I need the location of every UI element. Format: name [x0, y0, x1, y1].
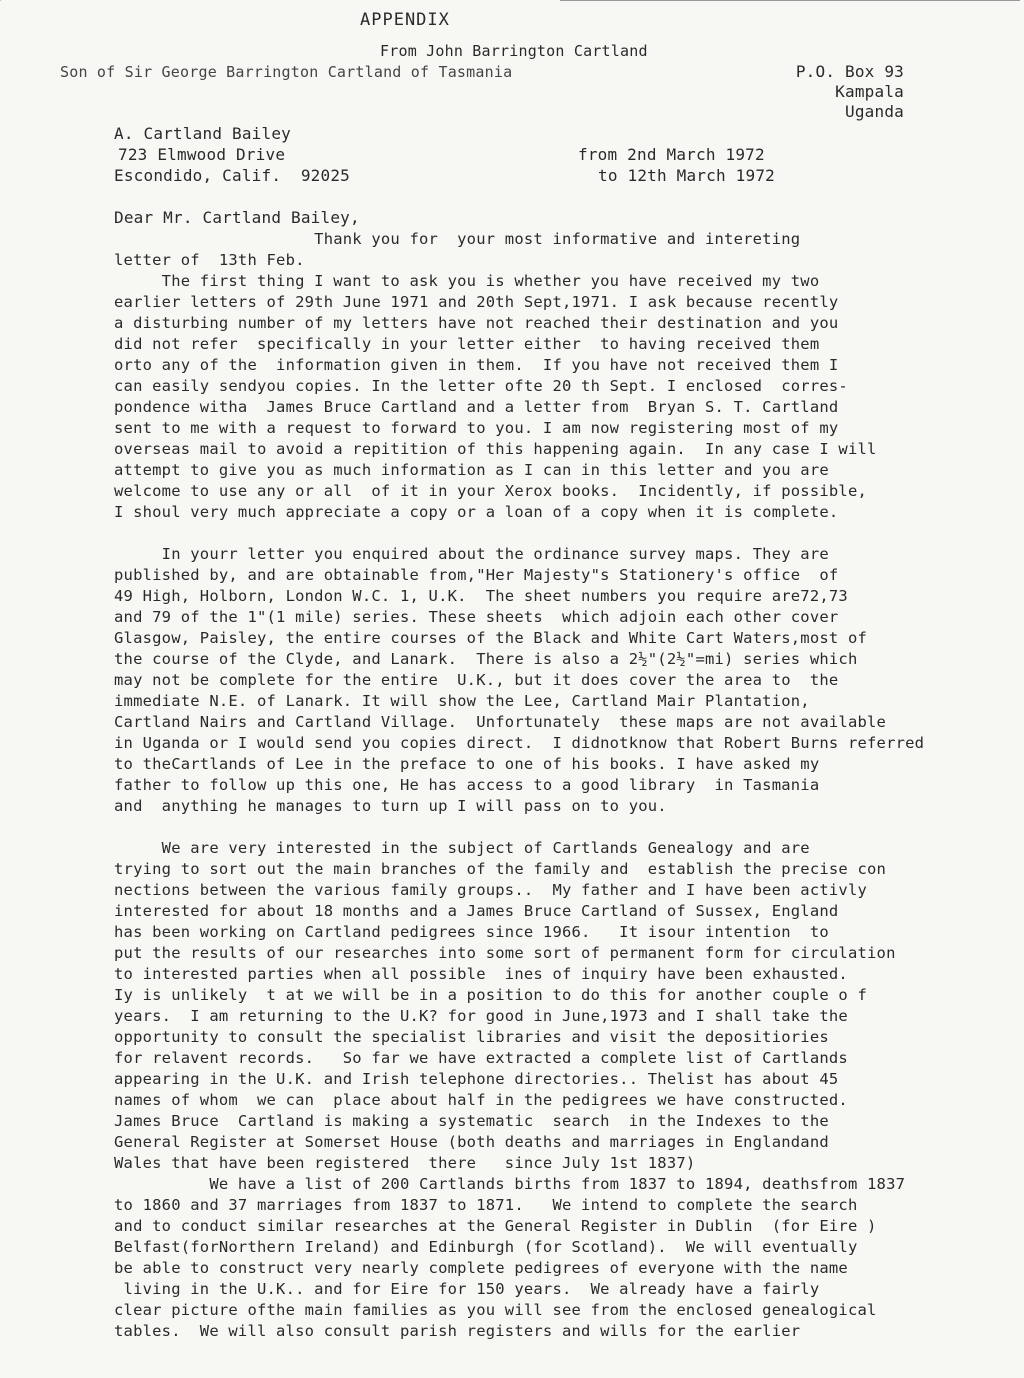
- body-line: to theCartlands of Lee in the preface to one of his books. I have asked my: [114, 755, 820, 773]
- body-line: orto any of the information given in them. If you have not received them I: [114, 356, 839, 374]
- body-line: General Register at Somerset House (both deaths and marriages in Englandand: [114, 1133, 829, 1151]
- body-line: and anything he manages to turn up I will pass on to you.: [114, 797, 667, 815]
- body-line: has been working on Cartland pedigrees since 1966. It isour intention to: [114, 923, 829, 941]
- body-line: a disturbing number of my letters have not reached their destination and you: [114, 314, 839, 332]
- body-line: welcome to use any or all of it in your Xerox books. Incidently, if possible,: [114, 482, 868, 500]
- body-line: put the results of our researches into some sort of permanent form for circulation: [114, 944, 896, 962]
- body-line: Glasgow, Paisley, the entire courses of the Black and White Cart Waters,most of: [114, 629, 868, 647]
- body-line: and 79 of the 1"(1 mile) series. These sheets which adjoin each other cover: [114, 608, 839, 626]
- date-line: from 2nd March 1972: [578, 145, 765, 164]
- sender-address-line: Kampala: [835, 82, 904, 101]
- body-line: can easily sendyou copies. In the letter ofte 20 th Sept. I enclosed corres-: [114, 377, 848, 395]
- son-line: Son of Sir George Barrington Cartland of Tasmania: [60, 63, 513, 81]
- from-line: From John Barrington Cartland: [380, 42, 648, 60]
- body-line: father to follow up this one, He has access to a good library in Tasmania: [114, 776, 820, 794]
- body-line: be able to construct very nearly complete pedigrees of everyone with the name: [114, 1259, 848, 1277]
- body-line: to 1860 and 37 marriages from 1837 to 1871. We intend to complete the search: [114, 1196, 858, 1214]
- body-line: 49 High, Holborn, London W.C. 1, U.K. The sheet numbers you require are72,73: [114, 587, 848, 605]
- body-line: sent to me with a request to forward to you. I am now registering most of my: [114, 419, 839, 437]
- body-line: interested for about 18 months and a James Bruce Cartland of Sussex, England: [114, 902, 839, 920]
- body-line: James Bruce Cartland is making a systematic search in the Indexes to the: [114, 1112, 829, 1130]
- body-line: living in the U.K.. and for Eire for 150 years. We already have a fairly: [114, 1280, 820, 1298]
- recipient-line: 723 Elmwood Drive: [118, 145, 286, 164]
- body-line: in Uganda or I would send you copies direct. I didnotknow that Robert Burns referred: [114, 734, 925, 752]
- salutation: Dear Mr. Cartland Bailey,: [114, 208, 360, 227]
- sender-address-line: Uganda: [845, 102, 904, 121]
- body-line: In yourr letter you enquired about the ordinance survey maps. They are: [114, 545, 829, 563]
- top-rule: [560, 0, 1020, 1]
- body-line: Wales that have been registered there since July 1st 1837): [114, 1154, 696, 1172]
- body-line: attempt to give you as much information as I can in this letter and you are: [114, 461, 829, 479]
- body-line: did not refer specifically in your letter either to having received them: [114, 335, 820, 353]
- body-line: names of whom we can place about half in the pedigrees we have constructed.: [114, 1091, 848, 1109]
- body-line: for relavent records. So far we have extracted a complete list of Cartlands: [114, 1049, 848, 1067]
- body-line: I shoul very much appreciate a copy or a loan of a copy when it is complete.: [114, 503, 839, 521]
- body-line: opportunity to consult the specialist libraries and visit the depositiories: [114, 1028, 829, 1046]
- sender-address-line: P.O. Box 93: [795, 62, 904, 81]
- recipient-line: Escondido, Calif. 92025: [114, 166, 350, 185]
- body-line: overseas mail to avoid a repitition of this happening again. In any case I will: [114, 440, 877, 458]
- body-line: years. I am returning to the U.K? for good in June,1973 and I shall take the: [114, 1007, 848, 1025]
- body-line: Iy is unlikely t at we will be in a position to do this for another couple o f: [114, 986, 868, 1004]
- recipient-line: A. Cartland Bailey: [114, 124, 291, 143]
- body-line: earlier letters of 29th June 1971 and 20th Sept,1971. I ask because recently: [114, 293, 839, 311]
- body-line: clear picture ofthe main families as you will see from the enclosed genealogical: [114, 1301, 877, 1319]
- body-line: appearing in the U.K. and Irish telephone directories.. Thelist has about 45: [114, 1070, 839, 1088]
- body-line: Cartland Nairs and Cartland Village. Unfortunately these maps are not available: [114, 713, 887, 731]
- body-line: immediate N.E. of Lanark. It will show the Lee, Cartland Mair Plantation,: [114, 692, 810, 710]
- body-line: to interested parties when all possible ines of inquiry have been exhausted.: [114, 965, 848, 983]
- body-line: tables. We will also consult parish registers and wills for the earlier: [114, 1322, 801, 1340]
- body-line: The first thing I want to ask you is whether you have received my two: [114, 272, 820, 290]
- body-line: may not be complete for the entire U.K., but it does cover the area to the: [114, 671, 839, 689]
- body-line: pondence witha James Bruce Cartland and a letter from Bryan S. T. Cartland: [114, 398, 839, 416]
- body-line: letter of 13th Feb.: [114, 251, 305, 269]
- appendix-title: APPENDIX: [360, 10, 450, 30]
- body-line: Thank you for your most informative and intereting: [114, 230, 801, 248]
- body-line: We are very interested in the subject of Cartlands Genealogy and are: [114, 839, 810, 857]
- body-line: Belfast(forNorthern Ireland) and Edinburgh (for Scotland). We will eventually: [114, 1238, 858, 1256]
- body-line: We have a list of 200 Cartlands births from 1837 to 1894, deathsfrom 1837: [114, 1175, 906, 1193]
- body-line: the course of the Clyde, and Lanark. There is also a 2½"(2½"=mi) series which: [114, 650, 858, 668]
- corner-mark: [0, 0, 22, 1]
- body-line: published by, and are obtainable from,"Her Majesty"s Stationery's office of: [114, 566, 839, 584]
- body-line: trying to sort out the main branches of the family and establish the precise con: [114, 860, 887, 878]
- body-line: and to conduct similar researches at the General Register in Dublin (for Eire ): [114, 1217, 877, 1235]
- date-line: to 12th March 1972: [598, 166, 775, 185]
- body-line: nections between the various family groups.. My father and I have been activly: [114, 881, 868, 899]
